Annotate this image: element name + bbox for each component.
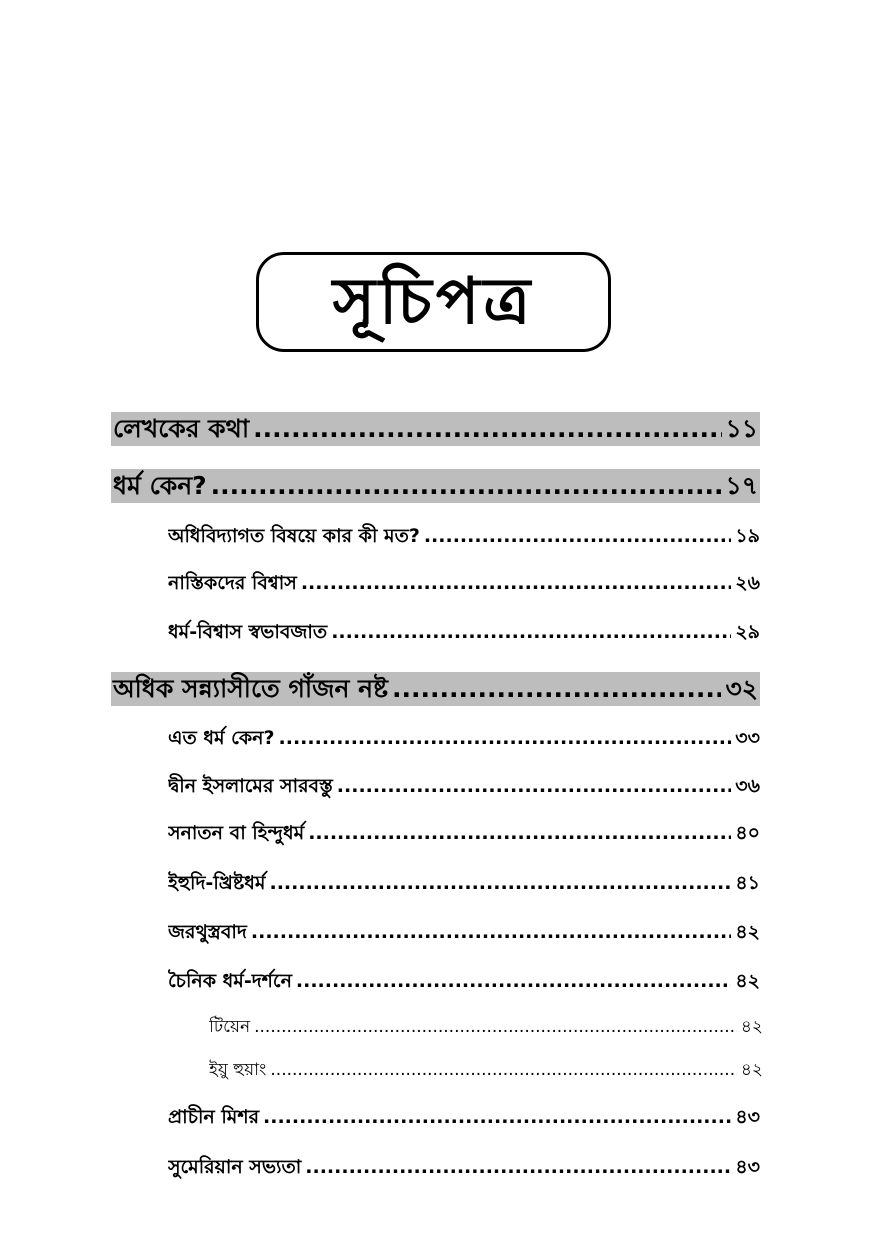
- toc-section-entry[interactable]: [168, 521, 760, 551]
- toc-section-entry[interactable]: [168, 917, 760, 947]
- dot-leader: [301, 568, 731, 598]
- toc-entry-page: ৪২: [735, 970, 760, 992]
- toc-subsection-entry[interactable]: [209, 1056, 763, 1084]
- toc-entry-page: ৪১: [735, 872, 760, 894]
- dot-leader: [308, 818, 731, 848]
- toc-section-entry[interactable]: [168, 723, 760, 753]
- toc-entry-label: অধিবিদ্যাগত বিষয়ে কার কী মত?: [168, 525, 420, 547]
- toc-entry-label: ধর্ম কেন?: [113, 471, 207, 500]
- toc-entry-label: সনাতন বা হিন্দুধর্ম: [168, 822, 305, 844]
- toc-entry-label: দ্বীন ইসলামের সারবস্তু: [168, 775, 333, 797]
- toc-entry-label: চৈনিক ধর্ম-দর্শনে: [168, 970, 292, 992]
- page-title: সূচিপত্র: [332, 265, 535, 339]
- toc-chapter-entry[interactable]: [111, 672, 760, 706]
- toc-chapter-entry[interactable]: [111, 469, 760, 503]
- dot-leader: [337, 771, 731, 801]
- toc-entry-page: ৪৩: [735, 1156, 760, 1178]
- toc-entry-page: ৩২: [725, 674, 758, 703]
- dot-leader: [253, 412, 721, 446]
- toc-section-entry[interactable]: [168, 568, 760, 598]
- toc-entry-page: ৪২: [735, 921, 760, 943]
- toc-entry-page: ৩৬: [735, 775, 760, 797]
- toc-entry-page: ১৭: [725, 471, 758, 500]
- toc-entry-page: ২৬: [735, 572, 760, 594]
- dot-leader: [279, 723, 732, 753]
- toc-entry-label: ইয়ু হুয়াং: [209, 1060, 267, 1080]
- toc-entry-label: জরথুস্ত্রবাদ: [168, 921, 247, 943]
- dot-leader: [251, 917, 731, 947]
- dot-leader: [254, 1013, 737, 1041]
- toc-entry-page: ২৯: [735, 621, 760, 643]
- toc-entry-page: ৩৩: [735, 727, 760, 749]
- toc-entry-label: ইহুদি-খ্রিষ্টধর্ম: [168, 872, 266, 894]
- toc-section-entry[interactable]: [168, 771, 760, 801]
- dot-leader: [269, 868, 731, 898]
- dot-leader: [211, 469, 722, 503]
- toc-entry-label: অধিক সন্ন্যাসীতে গাঁজন নষ্ট: [113, 674, 389, 703]
- toc-entry-page: ৪০: [735, 822, 760, 844]
- dot-leader: [270, 1056, 737, 1084]
- toc-entry-label: প্রাচীন মিশর: [168, 1106, 260, 1128]
- toc-entry-label: টিয়েন: [209, 1017, 251, 1037]
- dot-leader: [424, 521, 731, 551]
- toc-section-entry[interactable]: [168, 617, 760, 647]
- toc-section-entry[interactable]: [168, 966, 760, 996]
- toc-entry-label: নাস্তিকদের বিশ্বাস: [168, 572, 297, 594]
- toc-section-entry[interactable]: [168, 1102, 760, 1132]
- toc-chapter-entry[interactable]: [111, 412, 760, 446]
- toc-section-entry[interactable]: [168, 818, 760, 848]
- toc-entry-label: লেখকের কথা: [113, 414, 250, 443]
- toc-subsection-entry[interactable]: [209, 1013, 763, 1041]
- toc-entry-label: সুমেরিয়ান সভ্যতা: [168, 1156, 302, 1178]
- dot-leader: [296, 966, 731, 996]
- toc-section-entry[interactable]: [168, 1152, 760, 1182]
- dot-leader: [263, 1102, 731, 1132]
- title-box: [256, 252, 611, 352]
- toc-entry-page: ১৯: [735, 525, 760, 547]
- dot-leader: [305, 1152, 731, 1182]
- toc-entry-label: এত ধর্ম কেন?: [168, 727, 275, 749]
- toc-section-entry[interactable]: [168, 868, 760, 898]
- dot-leader: [392, 672, 721, 706]
- toc-entry-page: ৪২: [740, 1060, 763, 1080]
- toc-entry-page: ১১: [725, 414, 758, 443]
- dot-leader: [331, 617, 731, 647]
- toc-entry-page: ৪২: [740, 1017, 763, 1037]
- toc-entry-page: ৪৩: [735, 1106, 760, 1128]
- toc-entry-label: ধর্ম-বিশ্বাস স্বভাবজাত: [168, 621, 328, 643]
